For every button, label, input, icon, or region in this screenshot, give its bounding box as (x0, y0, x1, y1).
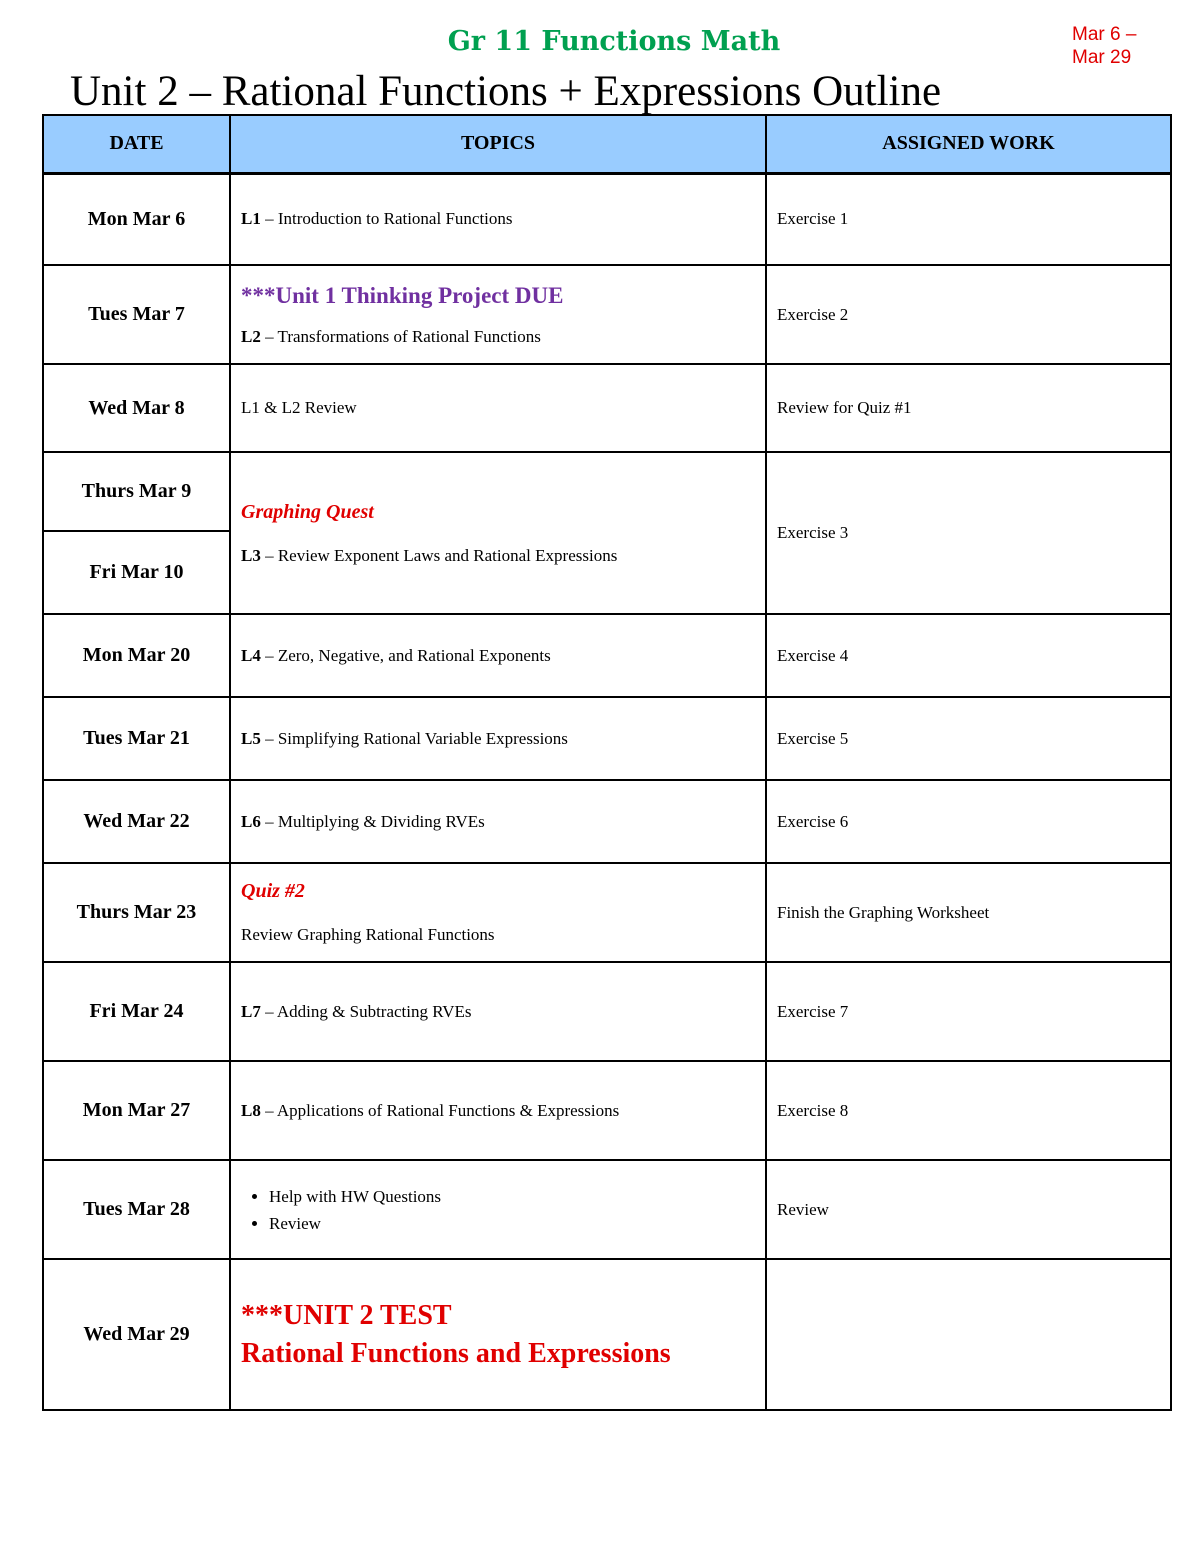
outline-table (42, 114, 1172, 1411)
table-row (43, 173, 1171, 265)
topic-text: – Multiplying & Dividing RVEs (260, 811, 485, 831)
lesson-code: L5 (241, 728, 261, 748)
table-row (43, 780, 1171, 863)
date-cell: Mon Mar 20 (43, 614, 230, 697)
lesson-code: L1 (241, 209, 261, 229)
work-cell: Exercise 7 (766, 962, 1171, 1061)
lesson-code: L7 (241, 1001, 261, 1021)
date-cell: Tues Mar 7 (43, 265, 230, 364)
topic-text: – Adding & Subtracting RVEs (260, 1001, 472, 1021)
date-cell: Tues Mar 28 (43, 1160, 230, 1259)
date-cell: Mon Mar 6 (43, 173, 230, 265)
work-cell: Exercise 8 (766, 1061, 1171, 1160)
topic-text: – Transformations of Rational Functions (260, 326, 541, 346)
topic-text: – Review Exponent Laws and Rational Expressions (260, 545, 618, 565)
bullet-item: • Help with HW Questions (269, 1183, 755, 1210)
work-cell: Exercise 4 (766, 614, 1171, 697)
unit-test-title: ***UNIT 2 TEST (241, 1299, 452, 1331)
topic-text: – Simplifying Rational Variable Expressions (260, 728, 568, 748)
topic-cell (230, 780, 766, 863)
bullet-item: • Review (269, 1210, 755, 1237)
table-row (43, 364, 1171, 452)
topic-text: – Applications of Rational Functions & Expressions (260, 1100, 620, 1120)
course-title: Gr 11 Functions Math (447, 26, 781, 57)
topic-cell (230, 863, 766, 962)
work-cell: Review for Quiz #1 (766, 364, 1171, 452)
table-row (43, 265, 1171, 364)
topic-cell (230, 614, 766, 697)
graphing-quest-note: Graphing Quest (241, 500, 374, 523)
work-cell: Exercise 1 (766, 173, 1171, 265)
date-cell: Tues Mar 21 (43, 697, 230, 780)
work-cell: Finish the Graphing Worksheet (766, 863, 1171, 962)
date-range (1072, 23, 1172, 69)
topic-cell (230, 1259, 766, 1410)
work-cell (766, 1259, 1171, 1410)
topic-text: Review Graphing Rational Functions (241, 925, 495, 944)
lesson-code: L8 (241, 1100, 261, 1120)
date-cell: Mon Mar 27 (43, 1061, 230, 1160)
date-cell: Wed Mar 29 (43, 1259, 230, 1410)
work-cell: Exercise 2 (766, 265, 1171, 364)
project-due-note: ***Unit 1 Thinking Project DUE (241, 282, 564, 308)
date-range-start: Mar 6 – (1072, 24, 1137, 45)
topic-cell (230, 962, 766, 1061)
date-range-end: Mar 29 (1072, 47, 1132, 68)
topic-text: – Introduction to Rational Functions (260, 209, 513, 229)
table-header-row (43, 115, 1171, 173)
column-header-assigned-work: ASSIGNED WORK (766, 115, 1171, 173)
date-cell: Thurs Mar 9 (43, 452, 230, 531)
work-cell: Review (766, 1160, 1171, 1259)
topic-text: – Zero, Negative, and Rational Exponents (260, 645, 551, 665)
topic-cell (230, 452, 766, 614)
table-row (43, 1061, 1171, 1160)
lesson-code: L4 (241, 645, 261, 665)
column-header-date: DATE (43, 115, 230, 173)
date-cell: Fri Mar 24 (43, 962, 230, 1061)
table-row (43, 697, 1171, 780)
column-header-topics: TOPICS (230, 115, 766, 173)
topic-cell (230, 1160, 766, 1259)
table-row (43, 452, 1171, 531)
work-cell: Exercise 3 (766, 452, 1171, 614)
quiz-note: Quiz #2 (241, 880, 305, 902)
topic-cell (230, 265, 766, 364)
date-cell: Wed Mar 8 (43, 364, 230, 452)
lesson-code: L2 (241, 326, 261, 346)
lesson-code: L3 (241, 545, 261, 565)
date-cell: Thurs Mar 23 (43, 863, 230, 962)
lesson-code: L6 (241, 811, 261, 831)
date-cell: Wed Mar 22 (43, 780, 230, 863)
work-cell: Exercise 6 (766, 780, 1171, 863)
unit-test-subtitle: Rational Functions and Expressions (241, 1337, 671, 1369)
topic-cell: L1 & L2 Review (230, 364, 766, 452)
table-row (43, 962, 1171, 1061)
bullet-list (241, 1183, 755, 1237)
work-cell: Exercise 5 (766, 697, 1171, 780)
table-row (43, 1259, 1171, 1410)
topic-cell (230, 1061, 766, 1160)
topic-cell (230, 173, 766, 265)
table-row (43, 614, 1171, 697)
topic-cell (230, 697, 766, 780)
date-cell: Fri Mar 10 (43, 531, 230, 614)
table-row (43, 863, 1171, 962)
unit-title: Unit 2 – Rational Functions + Expressions Outline (70, 68, 942, 115)
table-row (43, 1160, 1171, 1259)
